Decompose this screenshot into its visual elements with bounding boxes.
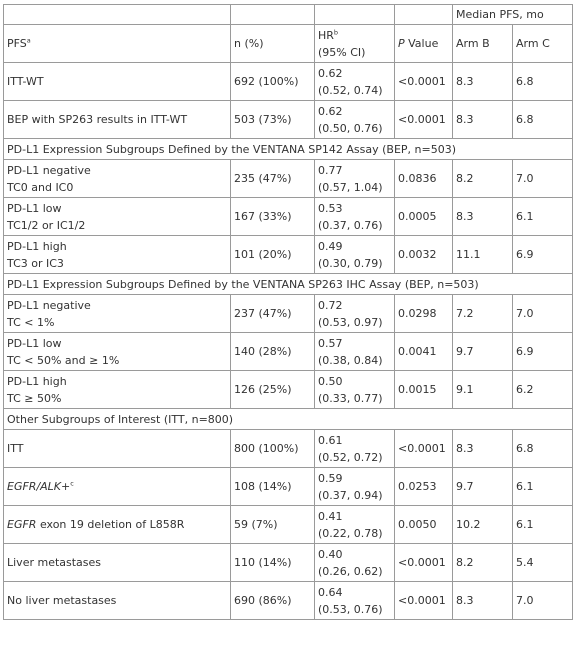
hr-header: $HR^b$ (95% CI) bbox=[315, 25, 395, 63]
table-row bbox=[4, 236, 573, 274]
row-n: 800 (100%) bbox=[231, 430, 315, 468]
row-hr: 0.57 (0.38, 0.84) bbox=[315, 333, 395, 371]
row-arm-c: 7.0 bbox=[513, 160, 573, 198]
arm-c-header: Arm C bbox=[513, 25, 573, 63]
header-blank-cell bbox=[4, 5, 231, 25]
row-arm-c: 6.8 bbox=[513, 430, 573, 468]
header-blank-cell bbox=[315, 5, 395, 25]
row-arm-c: 6.9 bbox=[513, 236, 573, 274]
table-row bbox=[4, 63, 573, 101]
row-p: 0.0298 bbox=[395, 295, 453, 333]
row-p: 0.0015 bbox=[395, 371, 453, 409]
table-row bbox=[4, 160, 573, 198]
row-arm-b: 9.1 bbox=[453, 371, 513, 409]
row-hr: 0.40 (0.26, 0.62) bbox=[315, 544, 395, 582]
table-row bbox=[4, 544, 573, 582]
row-arm-c: 6.9 bbox=[513, 333, 573, 371]
row-label: ITT-WT bbox=[4, 63, 231, 101]
arm-b-header: Arm B bbox=[453, 25, 513, 63]
row-label: PD-L1 low TC < 50% and ≥ 1% bbox=[4, 333, 231, 371]
table-row bbox=[4, 198, 573, 236]
row-arm-c: 5.4 bbox=[513, 544, 573, 582]
row-hr: 0.53 (0.37, 0.76) bbox=[315, 198, 395, 236]
row-arm-c: 7.0 bbox=[513, 295, 573, 333]
row-n: 237 (47%) bbox=[231, 295, 315, 333]
row-n: 692 (100%) bbox=[231, 63, 315, 101]
table-row bbox=[4, 582, 573, 620]
row-arm-c: 7.0 bbox=[513, 582, 573, 620]
median-pfs-header: Median PFS, mo bbox=[453, 5, 573, 25]
header-top-row bbox=[4, 5, 573, 25]
row-arm-b: 11.1 bbox=[453, 236, 513, 274]
section-sp142-title: PD-L1 Expression Subgroups Defined by the VENTANA SP142 Assay (BEP, n=503) bbox=[4, 139, 573, 160]
row-n: 108 (14%) bbox=[231, 468, 315, 506]
row-p: <0.0001 bbox=[395, 430, 453, 468]
row-n: 140 (28%) bbox=[231, 333, 315, 371]
p-value-header: P Value bbox=[395, 25, 453, 63]
header-row bbox=[4, 25, 573, 63]
section-sp263-title: PD-L1 Expression Subgroups Defined by the VENTANA SP263 IHC Assay (BEP, n=503) bbox=[4, 274, 573, 295]
row-label: PD-L1 high TC3 or IC3 bbox=[4, 236, 231, 274]
row-hr: 0.62 (0.50, 0.76) bbox=[315, 101, 395, 139]
row-arm-b: 8.3 bbox=[453, 198, 513, 236]
row-hr: 0.77 (0.57, 1.04) bbox=[315, 160, 395, 198]
row-label: Liver metastases bbox=[4, 544, 231, 582]
row-label: PD-L1 low TC1/2 or IC1/2 bbox=[4, 198, 231, 236]
n-header: n (%) bbox=[231, 25, 315, 63]
row-arm-b: 9.7 bbox=[453, 333, 513, 371]
row-arm-c: 6.1 bbox=[513, 506, 573, 544]
row-arm-b: 8.3 bbox=[453, 101, 513, 139]
pfs-header: PFS$^a$ bbox=[4, 25, 231, 63]
section-header-row bbox=[4, 139, 573, 160]
row-label: PD-L1 negative TC < 1% bbox=[4, 295, 231, 333]
row-hr: 0.50 (0.33, 0.77) bbox=[315, 371, 395, 409]
row-p: 0.0836 bbox=[395, 160, 453, 198]
row-arm-c: 6.1 bbox=[513, 198, 573, 236]
row-arm-b: 8.2 bbox=[453, 544, 513, 582]
row-label: BEP with SP263 results in ITT-WT bbox=[4, 101, 231, 139]
row-label: EGFR/ALK+$^c$ bbox=[4, 468, 231, 506]
row-n: 126 (25%) bbox=[231, 371, 315, 409]
row-n: 235 (47%) bbox=[231, 160, 315, 198]
row-arm-b: 10.2 bbox=[453, 506, 513, 544]
row-n: 690 (86%) bbox=[231, 582, 315, 620]
table-row bbox=[4, 371, 573, 409]
section-header-row bbox=[4, 409, 573, 430]
row-arm-b: 9.7 bbox=[453, 468, 513, 506]
row-p: <0.0001 bbox=[395, 101, 453, 139]
row-arm-c: 6.8 bbox=[513, 63, 573, 101]
row-arm-b: 8.3 bbox=[453, 63, 513, 101]
row-hr: 0.41 (0.22, 0.78) bbox=[315, 506, 395, 544]
row-hr: 0.62 (0.52, 0.74) bbox=[315, 63, 395, 101]
row-hr: 0.72 (0.53, 0.97) bbox=[315, 295, 395, 333]
row-p: 0.0032 bbox=[395, 236, 453, 274]
row-arm-c: 6.8 bbox=[513, 101, 573, 139]
section-header-row bbox=[4, 274, 573, 295]
row-arm-b: 8.3 bbox=[453, 582, 513, 620]
table-row bbox=[4, 295, 573, 333]
row-n: 59 (7%) bbox=[231, 506, 315, 544]
row-label: PD-L1 high TC ≥ 50% bbox=[4, 371, 231, 409]
row-p: <0.0001 bbox=[395, 63, 453, 101]
section-other-title: Other Subgroups of Interest (ITT, n=800) bbox=[4, 409, 573, 430]
header-blank-cell bbox=[395, 5, 453, 25]
header-blank-cell bbox=[231, 5, 315, 25]
row-hr: 0.49 (0.30, 0.79) bbox=[315, 236, 395, 274]
row-hr: 0.61 (0.52, 0.72) bbox=[315, 430, 395, 468]
row-p: 0.0041 bbox=[395, 333, 453, 371]
row-arm-b: 8.2 bbox=[453, 160, 513, 198]
row-p: 0.0005 bbox=[395, 198, 453, 236]
table-row bbox=[4, 101, 573, 139]
row-arm-b: 7.2 bbox=[453, 295, 513, 333]
row-p: 0.0050 bbox=[395, 506, 453, 544]
row-p: <0.0001 bbox=[395, 544, 453, 582]
table-row bbox=[4, 430, 573, 468]
table-row bbox=[4, 333, 573, 371]
row-p: 0.0253 bbox=[395, 468, 453, 506]
table-row bbox=[4, 506, 573, 544]
row-arm-b: 8.3 bbox=[453, 430, 513, 468]
row-n: 167 (33%) bbox=[231, 198, 315, 236]
row-label: No liver metastases bbox=[4, 582, 231, 620]
row-p: <0.0001 bbox=[395, 582, 453, 620]
table-row bbox=[4, 468, 573, 506]
row-arm-c: 6.2 bbox=[513, 371, 573, 409]
row-arm-c: 6.1 bbox=[513, 468, 573, 506]
row-n: 101 (20%) bbox=[231, 236, 315, 274]
row-label: PD-L1 negative TC0 and IC0 bbox=[4, 160, 231, 198]
row-label: EGFR exon 19 deletion of L858R bbox=[4, 506, 231, 544]
row-n: 110 (14%) bbox=[231, 544, 315, 582]
pfs-table bbox=[3, 4, 573, 620]
row-n: 503 (73%) bbox=[231, 101, 315, 139]
row-hr: 0.64 (0.53, 0.76) bbox=[315, 582, 395, 620]
row-label: ITT bbox=[4, 430, 231, 468]
row-hr: 0.59 (0.37, 0.94) bbox=[315, 468, 395, 506]
